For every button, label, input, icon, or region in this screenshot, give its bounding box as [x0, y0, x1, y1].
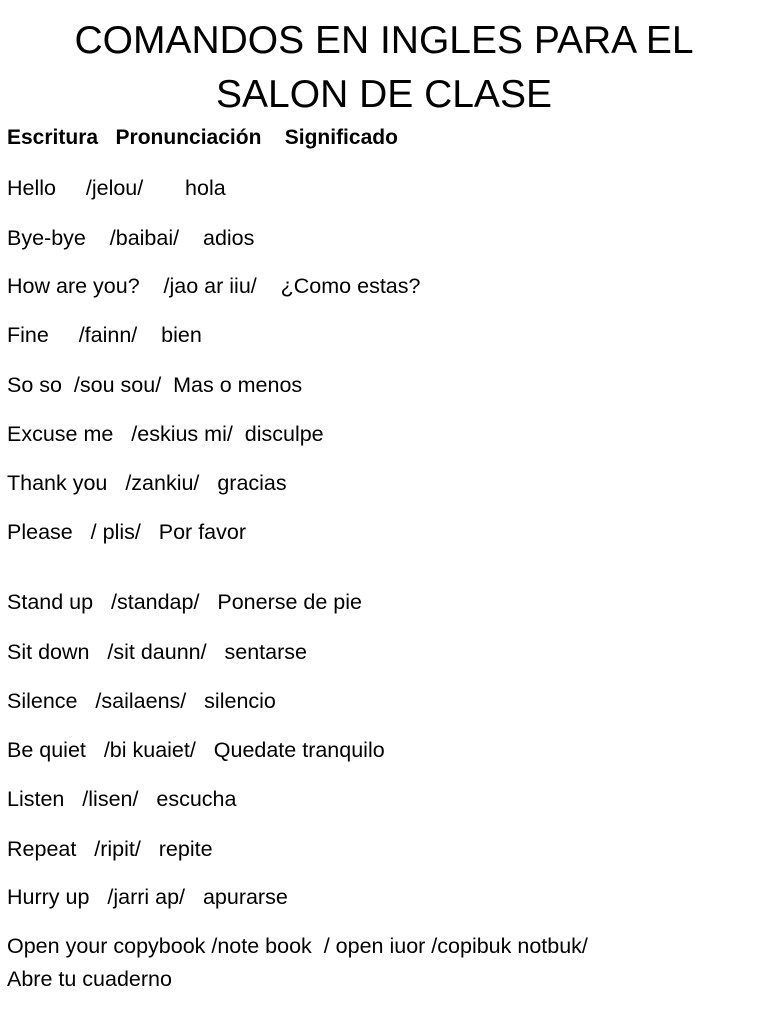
title-line-1: COMANDOS EN INGLES PARA EL: [74, 19, 694, 62]
entry-stand-up: Stand up /standap/ Ponerse de pie: [7, 590, 363, 614]
entry-bye-bye: Bye-bye /baibai/ adios: [7, 226, 255, 250]
entry-listen: Listen /lisen/ escucha: [7, 787, 237, 811]
entry-hello: Hello /jelou/ hola: [7, 176, 226, 200]
column-headers: Escritura Pronunciación Significado: [7, 126, 398, 149]
entry-open-your-copybook: Open your copybook /note book / open iuor /copibuk notbuk/ Abre tu cuaderno: [7, 934, 588, 991]
title-line-2: SALON DE CLASE: [216, 73, 552, 116]
entry-excuse-me: Excuse me /eskius mi/ disculpe: [7, 422, 324, 446]
entry-so-so: So so /sou sou/ Mas o menos: [7, 373, 303, 397]
entry-hurry-up: Hurry up /jarri ap/ apurarse: [7, 885, 288, 909]
entry-sit-down: Sit down /sit daunn/ sentarse: [7, 640, 307, 664]
page-title: [0, 14, 768, 122]
entry-how-are-you: How are you? /jao ar iiu/ ¿Como estas?: [7, 274, 421, 298]
entry-fine: Fine /fainn/ bien: [7, 323, 202, 347]
entry-be-quiet: Be quiet /bi kuaiet/ Quedate tranquilo: [7, 738, 385, 762]
entry-repeat: Repeat /ripit/ repite: [7, 837, 213, 861]
entry-thank-you: Thank you /zankiu/ gracias: [7, 471, 287, 495]
entry-silence: Silence /sailaens/ silencio: [7, 689, 276, 713]
entry-please: Please / plis/ Por favor: [7, 520, 246, 544]
